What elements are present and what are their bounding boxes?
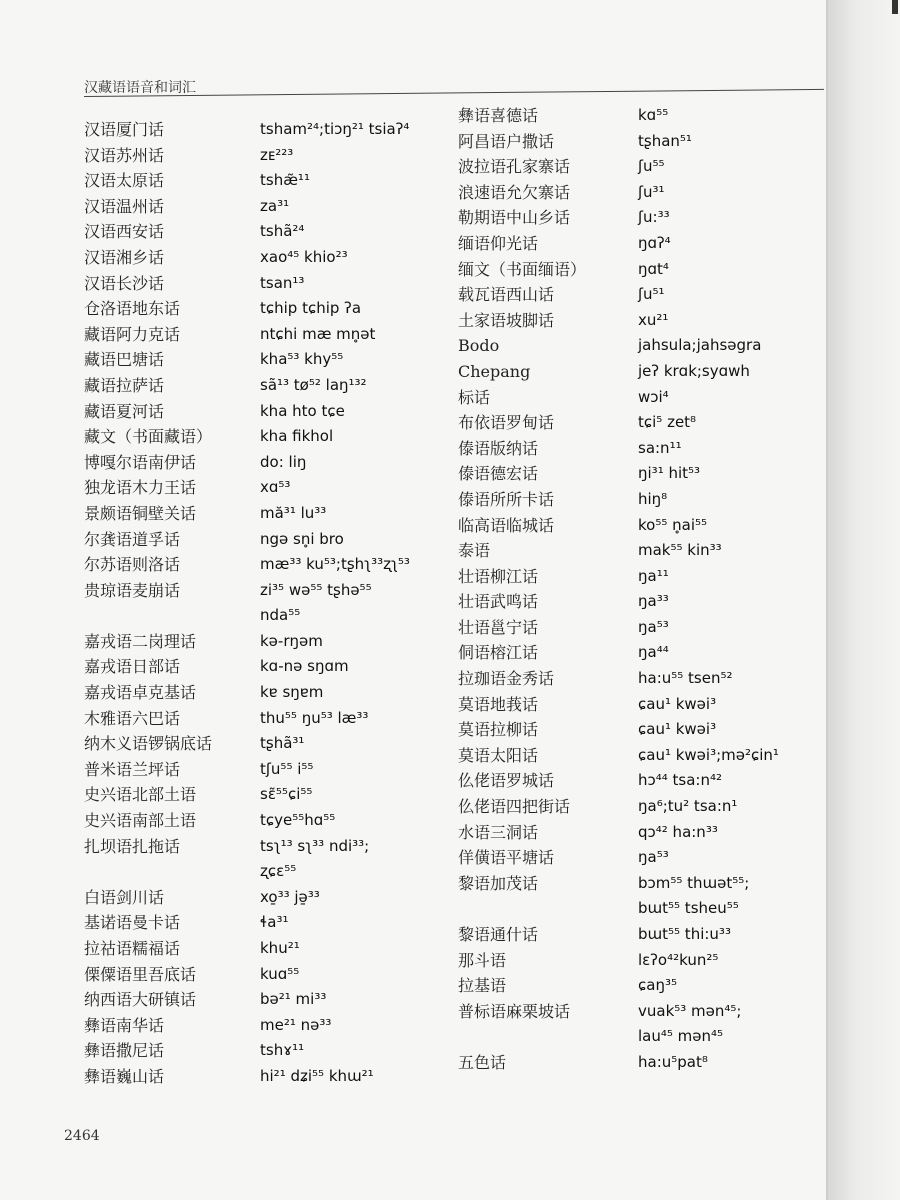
vocab-entry xyxy=(84,475,454,501)
ipa-transcription: mak⁵⁵ kin³³ xyxy=(638,541,722,560)
ipa-transcription: tsan¹³ xyxy=(260,273,305,292)
dialect-name: Chepang xyxy=(458,361,531,381)
dialect-name: 傈僳语里吾底话 xyxy=(84,964,197,984)
ipa-transcription: tsʅ¹³ sʅ³³ ndi³³; xyxy=(260,836,370,855)
ipa-transcription: xo̱³³ jə̱³³ xyxy=(260,887,320,906)
vocab-entry xyxy=(458,231,828,257)
dialect-name: 史兴语北部土语 xyxy=(84,785,197,805)
dialect-name: 傣语所所卡话 xyxy=(458,489,555,509)
ipa-transcription: tʃu⁵⁵ i⁵⁵ xyxy=(260,759,314,778)
vocab-entry xyxy=(84,347,454,373)
vocab-entry xyxy=(458,768,828,794)
ipa-transcription: kuɑ⁵⁵ xyxy=(260,964,300,983)
ipa-transcription: ko⁵⁵ n̥ai⁵⁵ xyxy=(638,515,708,534)
ipa-transcription: nda⁵⁵ xyxy=(260,606,301,625)
vocab-entry xyxy=(458,640,828,666)
ipa-transcription: qɔ⁴² ha:n³³ xyxy=(638,822,718,841)
running-header: 汉藏语语音和词汇 xyxy=(84,80,196,96)
ipa-transcription: tɕi⁵ zet⁸ xyxy=(638,413,697,432)
ipa-transcription: kɑ⁵⁵ xyxy=(638,106,669,124)
dialect-name: 拉基语 xyxy=(458,976,507,996)
vocab-entry xyxy=(84,808,454,834)
dialect-name: 载瓦语西山话 xyxy=(458,285,555,305)
ipa-transcription: tʂhã³¹ xyxy=(260,734,305,753)
dialect-name: 博嘎尔语南伊话 xyxy=(84,452,197,472)
ipa-transcription: me²¹ nə³³ xyxy=(260,1015,332,1034)
dialect-name: 临高语临城话 xyxy=(458,515,555,535)
vocab-entry xyxy=(84,117,454,143)
ipa-transcription: ngə sn̥i bro xyxy=(260,529,344,548)
ipa-transcription: ʃu⁵¹ xyxy=(638,285,665,304)
ipa-transcription: bɯt⁵⁵ tsheu⁵⁵ xyxy=(638,899,739,918)
vocab-entry xyxy=(84,450,454,476)
corner-mark xyxy=(892,0,898,14)
vocab-entry xyxy=(84,731,454,757)
ipa-transcription: hiŋ⁸ xyxy=(638,489,668,508)
ipa-transcription: ŋa⁵³ xyxy=(638,617,669,636)
ipa-transcription: tshã²⁴ xyxy=(260,222,305,241)
dialect-name: 仫佬语四把街话 xyxy=(458,797,571,817)
vocab-entry xyxy=(458,385,828,411)
vocab-entry xyxy=(458,871,828,897)
vocab-entry xyxy=(458,103,828,129)
ipa-transcription: bɔm⁵⁵ thɯət⁵⁵; xyxy=(638,873,750,892)
vocab-entry xyxy=(458,896,828,922)
dialect-name: 标话 xyxy=(458,387,491,407)
vocab-entry xyxy=(84,527,454,553)
dialect-name: 彝语巍山话 xyxy=(84,1066,165,1086)
vocab-entry xyxy=(458,257,828,283)
vocab-entry xyxy=(84,885,454,911)
vocab-entry xyxy=(458,794,828,820)
ipa-transcription: ʃu⁵⁵ xyxy=(638,157,665,176)
ipa-transcription: ŋa⁴⁴ xyxy=(638,643,669,662)
ipa-transcription: ŋɑt⁴ xyxy=(638,259,669,278)
dialect-name: 嘉戎语日部话 xyxy=(84,657,181,677)
page-edge xyxy=(828,0,900,1200)
vocab-entry xyxy=(84,757,454,783)
vocab-entry xyxy=(84,245,454,271)
ipa-transcription: ŋa⁶;tu² tsa:n¹ xyxy=(638,797,738,816)
vocab-entry xyxy=(458,180,828,206)
vocab-entry xyxy=(458,1024,828,1050)
vocab-entry xyxy=(84,424,454,450)
vocab-entry xyxy=(84,1064,454,1090)
dialect-name: 汉语西安话 xyxy=(84,222,165,242)
vocab-entry xyxy=(458,461,828,487)
right-column xyxy=(458,103,828,1076)
vocab-entry xyxy=(458,154,828,180)
dialect-name: 佯僙语平塘话 xyxy=(458,848,555,868)
dialect-name: 拉祜语糯福话 xyxy=(84,939,181,958)
dialect-name: 景颇语铜壁关话 xyxy=(84,503,197,523)
vocab-entry xyxy=(458,564,828,590)
dialect-name: 纳木义语锣锅底话 xyxy=(84,734,213,754)
ipa-transcription: tɕye⁵⁵hɑ⁵⁵ xyxy=(260,811,336,830)
ipa-transcription: ɕau¹ kwəi³;mə²ɕin¹ xyxy=(638,745,779,764)
page-number: 2464 xyxy=(64,1128,100,1144)
dialect-name: 嘉戎语卓克基话 xyxy=(84,683,197,703)
dialect-name: 白语剑川话 xyxy=(84,887,165,907)
ipa-transcription: ntɕhi mæ mn̥ət xyxy=(260,324,376,343)
vocab-entry xyxy=(84,936,454,962)
dialect-name: 莫语地莪话 xyxy=(458,694,539,714)
vocab-entry xyxy=(458,436,828,462)
vocab-entry xyxy=(458,820,828,846)
ipa-transcription: xao⁴⁵ khio²³ xyxy=(260,247,348,266)
vocab-entry xyxy=(458,999,828,1025)
dialect-name: 仫佬语罗城话 xyxy=(458,771,555,791)
ipa-transcription: sɛ̃⁵⁵ɕi⁵⁵ xyxy=(260,785,313,804)
dialect-name: 傣语版纳话 xyxy=(458,438,539,458)
ipa-transcription: ɕau¹ kwəi³ xyxy=(638,694,717,713)
dialect-name: 藏语巴塘话 xyxy=(84,350,165,370)
dialect-name: 纳西语大研镇话 xyxy=(84,990,197,1010)
dialect-name: 汉语湘乡话 xyxy=(84,247,165,267)
ipa-transcription: hɔ⁴⁴ tsa:n⁴² xyxy=(638,771,723,790)
vocab-entry xyxy=(84,962,454,988)
dialect-name: 布依语罗甸话 xyxy=(458,413,555,433)
vocab-entry xyxy=(458,717,828,743)
dialect-name: 基诺语曼卡话 xyxy=(84,913,181,933)
ipa-transcription: mă³¹ lu³³ xyxy=(260,503,327,522)
dialect-name: 普米语兰坪话 xyxy=(84,759,181,779)
ipa-transcription: mæ³³ ku⁵³;tʂhʅ³³ʐʅ⁵³ xyxy=(260,555,410,574)
dialect-name: 拉珈语金秀话 xyxy=(458,669,555,689)
vocab-entry xyxy=(84,1038,454,1064)
vocab-entry xyxy=(84,168,454,194)
vocab-entry xyxy=(84,680,454,706)
dialect-name: 独龙语木力王话 xyxy=(84,478,197,498)
dialect-name: 缅语仰光话 xyxy=(458,233,539,253)
vocab-entry xyxy=(84,296,454,322)
ipa-transcription: kha⁵³ khy⁵⁵ xyxy=(260,350,344,369)
dialect-name: 侗语榕江话 xyxy=(458,643,539,663)
vocab-entry xyxy=(458,666,828,692)
vocab-entry xyxy=(458,333,828,359)
vocab-entry xyxy=(458,205,828,231)
ipa-transcription: xɑ⁵³ xyxy=(260,478,291,497)
ipa-transcription: jeʔ krɑk;syɑwh xyxy=(638,361,750,380)
ipa-transcription: ŋa⁵³ xyxy=(638,848,669,867)
dialect-name: 史兴语南部土语 xyxy=(84,811,197,831)
dialect-name: 水语三洞话 xyxy=(458,822,539,842)
dialect-name: 黎语通什话 xyxy=(458,925,539,944)
vocab-entry xyxy=(458,308,828,334)
dialect-name: 彝语撒尼话 xyxy=(84,1041,165,1061)
ipa-transcription: wɔi⁴ xyxy=(638,387,669,406)
vocab-entry xyxy=(84,578,454,604)
vocab-entry xyxy=(84,654,454,680)
vocab-entry xyxy=(458,129,828,155)
ipa-transcription: khu²¹ xyxy=(260,939,300,957)
dialect-name: 土家语坡脚话 xyxy=(458,310,555,330)
dialect-name: Bodo xyxy=(458,336,500,356)
dialect-name: 浪速语允欠寨话 xyxy=(458,182,571,202)
page-edge-line xyxy=(826,0,828,1200)
vocab-entry xyxy=(84,1013,454,1039)
dialect-name: 五色话 xyxy=(458,1052,507,1072)
vocab-entry xyxy=(84,399,454,425)
vocab-entry xyxy=(84,271,454,297)
ipa-transcription: bə²¹ mi³³ xyxy=(260,990,327,1009)
ipa-transcription: jahsula;jahsəgra xyxy=(638,336,762,355)
ipa-transcription: lɛʔo⁴²kun²⁵ xyxy=(638,950,719,969)
ipa-transcription: tshɤ¹¹ xyxy=(260,1041,305,1060)
vocab-entry xyxy=(84,782,454,808)
dialect-name: 尔龚语道孚话 xyxy=(84,529,181,549)
ipa-transcription: ŋa³³ xyxy=(638,592,669,611)
dialect-name: 壮语武鸣话 xyxy=(458,592,539,612)
vocab-entry xyxy=(458,513,828,539)
vocab-entry xyxy=(458,948,828,974)
dialect-name: 莫语太阳话 xyxy=(458,745,539,765)
ipa-transcription: lau⁴⁵ mən⁴⁵ xyxy=(638,1027,724,1046)
vocab-entry xyxy=(84,910,454,936)
vocab-entry xyxy=(458,922,828,948)
dialect-name: 彝语南华话 xyxy=(84,1015,165,1035)
vocab-entry xyxy=(458,692,828,718)
dialect-name: 那斗语 xyxy=(458,950,507,970)
dialect-name: 藏语拉萨话 xyxy=(84,375,165,395)
ipa-transcription: ŋi³¹ hit⁵³ xyxy=(638,464,701,483)
vocab-entry xyxy=(458,845,828,871)
ipa-transcription: kɐ sŋɐm xyxy=(260,683,324,702)
vocab-entry xyxy=(84,629,454,655)
dialect-name: 汉语长沙话 xyxy=(84,273,165,293)
ipa-transcription: xu²¹ xyxy=(638,310,669,329)
dialect-name: 汉语太原话 xyxy=(84,171,165,191)
dialect-name: 汉语苏州话 xyxy=(84,145,165,165)
dialect-name: 汉语厦门话 xyxy=(84,120,165,139)
dialect-name: 木雅语六巴话 xyxy=(84,708,181,728)
dialect-name: 壮语邕宁话 xyxy=(458,617,539,637)
dialect-name: 藏文（书面藏语） xyxy=(84,427,213,447)
ipa-transcription: ɕau¹ kwəi³ xyxy=(638,720,717,739)
vocab-entry xyxy=(84,859,454,885)
ipa-transcription: zi³⁵ wə⁵⁵ tʂhə⁵⁵ xyxy=(260,580,372,599)
vocab-entry xyxy=(84,834,454,860)
vocab-entry xyxy=(84,143,454,169)
dialect-name: 仓洛语地东话 xyxy=(84,299,181,319)
ipa-transcription: thu⁵⁵ ŋu⁵³ læ³³ xyxy=(260,708,369,727)
vocab-entry xyxy=(458,359,828,385)
vocab-entry xyxy=(84,373,454,399)
dialect-name: 莫语拉柳话 xyxy=(458,720,539,740)
vocab-entry xyxy=(458,973,828,999)
ipa-transcription: tɕhip tɕhip ʔa xyxy=(260,299,362,318)
dialect-name: 藏语阿力克话 xyxy=(84,324,181,344)
ipa-transcription: ʃu:³³ xyxy=(638,208,670,227)
ipa-transcription: ɕaŋ³⁵ xyxy=(638,976,677,995)
dialect-name: 黎语加茂话 xyxy=(458,873,539,893)
dialect-name: 藏语夏河话 xyxy=(84,401,165,421)
ipa-transcription: tsham²⁴;tiɔŋ²¹ tsiaʔ⁴ xyxy=(260,120,410,138)
ipa-transcription: sã¹³ tø⁵² laŋ¹³² xyxy=(260,375,367,394)
ipa-transcription: ha:u⁵⁵ tsen⁵² xyxy=(638,669,733,688)
vocab-entry xyxy=(458,282,828,308)
ipa-transcription: bɯt⁵⁵ thi:u³³ xyxy=(638,925,731,943)
dialect-name: 普标语麻栗坡话 xyxy=(458,1001,571,1021)
ipa-transcription: ʃu³¹ xyxy=(638,182,665,201)
vocab-entry xyxy=(458,487,828,513)
dialect-name: 勒期语中山乡话 xyxy=(458,208,571,228)
dialect-name: 壮语柳江话 xyxy=(458,566,539,586)
ipa-transcription: tʂhan⁵¹ xyxy=(638,131,692,150)
ipa-transcription: zᴇ²²³ xyxy=(260,145,294,164)
dialect-name: 嘉戎语二岗理话 xyxy=(84,631,197,651)
vocab-entry xyxy=(458,1050,828,1076)
vocab-entry xyxy=(84,987,454,1013)
left-column xyxy=(84,117,454,1090)
ipa-transcription: ŋa¹¹ xyxy=(638,566,669,585)
ipa-transcription: tshæ̃¹¹ xyxy=(260,171,310,190)
vocab-entry xyxy=(84,603,454,629)
vocab-entry xyxy=(84,706,454,732)
dialect-name: 彝语喜德话 xyxy=(458,106,539,125)
vocab-entry xyxy=(458,538,828,564)
ipa-transcription: ŋɑʔ⁴ xyxy=(638,233,671,252)
dialect-name: 尔苏语则洛话 xyxy=(84,555,181,575)
dialect-name: 汉语温州话 xyxy=(84,196,165,216)
ipa-transcription: kɑ-nə sŋɑm xyxy=(260,657,349,676)
vocab-entry xyxy=(84,194,454,220)
ipa-transcription: kə-rŋəm xyxy=(260,631,323,650)
vocab-entry xyxy=(458,410,828,436)
ipa-transcription: do: liŋ xyxy=(260,452,307,471)
ipa-transcription: ɬa³¹ xyxy=(260,913,289,932)
vocab-entry xyxy=(458,743,828,769)
dialect-name: 阿昌语户撒话 xyxy=(458,131,555,151)
ipa-transcription: za³¹ xyxy=(260,196,290,215)
ipa-transcription: kha fikhol xyxy=(260,427,334,446)
vocab-entry xyxy=(458,615,828,641)
ipa-transcription: ha:u⁵pat⁸ xyxy=(638,1052,708,1071)
dialect-name: 波拉语孔家寨话 xyxy=(458,157,571,177)
vocab-entry xyxy=(84,552,454,578)
dialect-name: 贵琼语麦崩话 xyxy=(84,580,181,600)
ipa-transcription: ʐɕɛ⁵⁵ xyxy=(260,862,297,881)
ipa-transcription: vuak⁵³ mən⁴⁵; xyxy=(638,1001,742,1020)
dialect-name: 泰语 xyxy=(458,541,491,561)
ipa-transcription: sa:n¹¹ xyxy=(638,438,682,457)
vocab-entry xyxy=(458,589,828,615)
vocab-entry xyxy=(84,501,454,527)
dialect-name: 扎坝语扎拖话 xyxy=(84,836,181,856)
vocab-entry xyxy=(84,322,454,348)
ipa-transcription: hi²¹ dʑi⁵⁵ khɯ²¹ xyxy=(260,1066,374,1085)
ipa-transcription: kha hto tɕe xyxy=(260,401,345,420)
vocab-entry xyxy=(84,219,454,245)
dialect-name: 缅文（书面缅语） xyxy=(458,259,587,279)
dialect-name: 傣语德宏话 xyxy=(458,464,539,484)
